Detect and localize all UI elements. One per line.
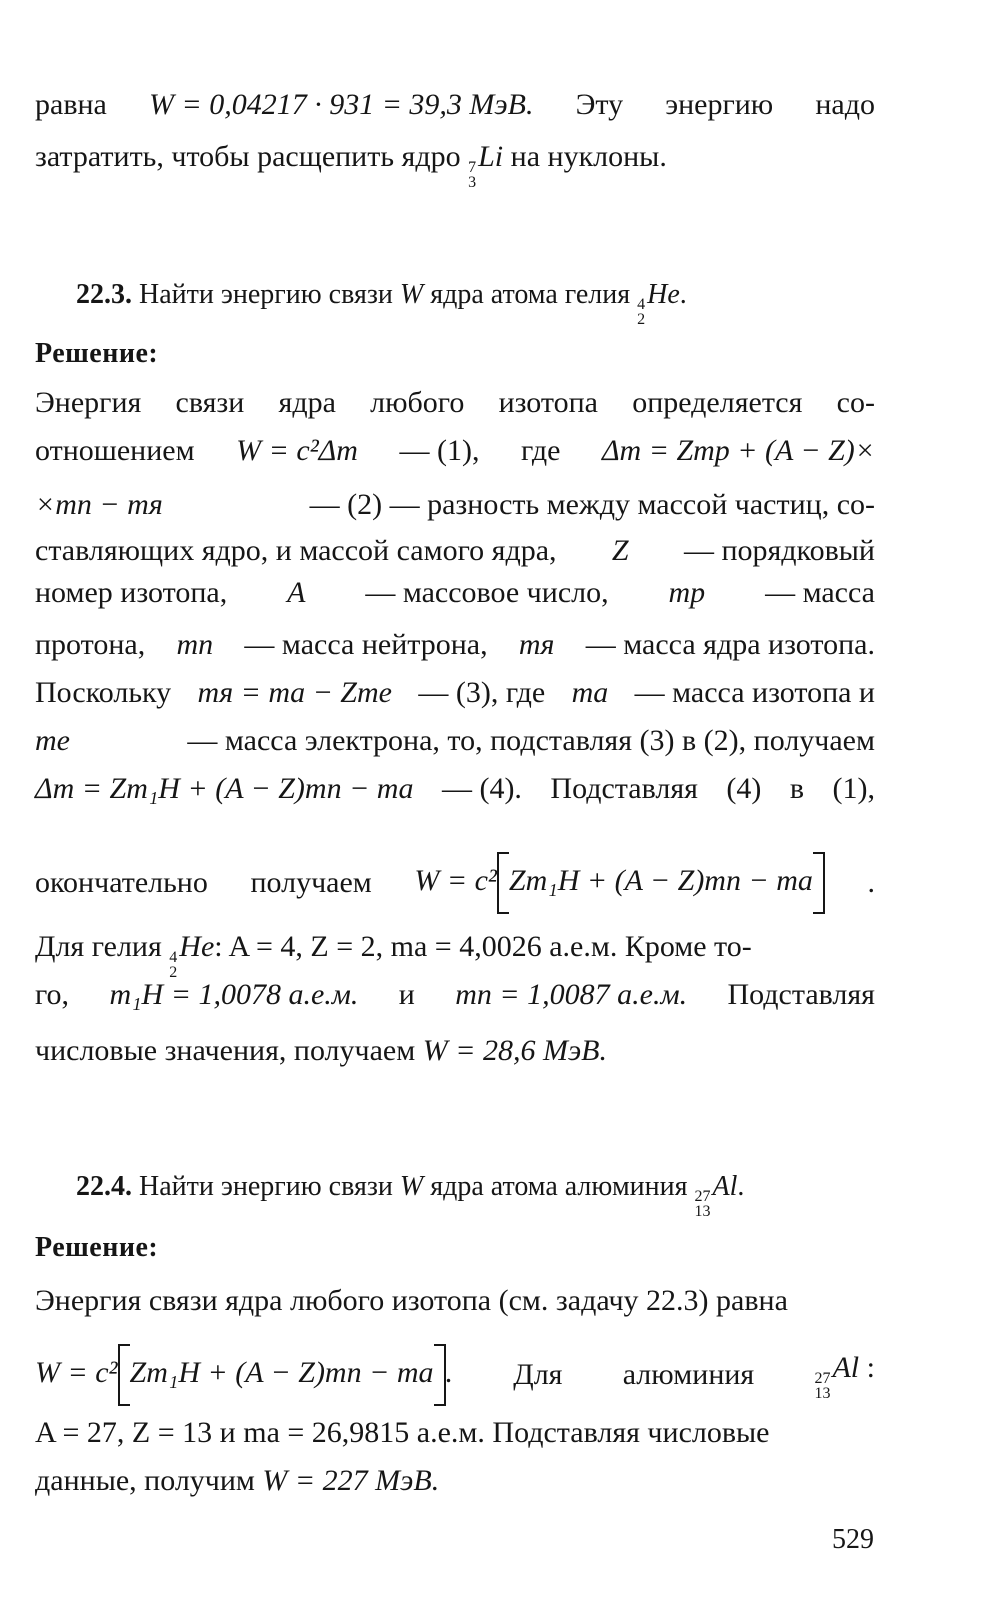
text: получаем (250, 866, 372, 899)
solution-line-2: W = c² Zm₁H + (A − Z)mn − ma . Для алюминия 27 13 Al : (35, 1344, 875, 1406)
text: данные, получим (35, 1464, 255, 1497)
nuclide-index: 7 3 (468, 159, 477, 191)
text: (1), (832, 772, 875, 805)
symbol: W (399, 1171, 424, 1202)
symbol: mя (518, 628, 555, 661)
element-symbol: Al (832, 1351, 860, 1384)
text: го, (35, 978, 70, 1011)
result-formula: W = 227 МэВ. (262, 1464, 440, 1497)
solution-line-3 (35, 486, 875, 524)
word: определяется (632, 386, 803, 419)
symbol: Z (611, 534, 629, 567)
formula-energy: W = 0,04217 · 931 = 39,3 МэВ. (148, 88, 534, 121)
nuclide-index: 4 2 (169, 949, 178, 981)
text: на нуклоны. (510, 140, 667, 173)
solution-line-13 (35, 1032, 875, 1070)
formula-1: W = c²Δm (236, 434, 358, 467)
text: (4) (726, 772, 762, 805)
continuation-line-1 (35, 86, 875, 124)
problem-22-3-title: 22.3. Найти энергию связи W ядра атома гелия 4 2 He. (76, 279, 687, 328)
element-symbol: He (179, 930, 215, 963)
text: алюминия (622, 1358, 755, 1391)
solution-heading: Решение: (35, 1232, 159, 1263)
solution-line-9 (35, 770, 875, 808)
text: равна (35, 88, 107, 121)
symbol: A (287, 576, 306, 609)
text: отношением (35, 434, 195, 467)
element-symbol: He (647, 279, 680, 310)
text: числовые значения, получаем (35, 1034, 416, 1067)
solution-line-1 (35, 384, 875, 422)
text: — масса изотопа и (634, 676, 875, 709)
solution-line-4 (35, 1462, 875, 1500)
right-bracket (434, 1344, 446, 1406)
text: — (4). (441, 772, 522, 805)
text: — масса электрона, то, подставляя (3) в (2), получаем (187, 724, 875, 757)
solution-line-6 (35, 626, 875, 664)
nuclide-index: 27 13 (694, 1188, 711, 1220)
solution-line-2 (35, 432, 875, 470)
solution-line-5 (35, 574, 875, 612)
text: — порядковый (683, 534, 875, 567)
word: ядра (278, 386, 336, 419)
solution-line-10 (35, 852, 875, 914)
formula-delta-m: Δm = Zmp + (A − Z)× (601, 434, 875, 467)
symbol: me (35, 724, 70, 757)
final-formula: W = c² Zm₁H + (A − Z)mn − ma (414, 852, 825, 914)
text: надо (815, 88, 875, 121)
left-bracket (497, 852, 509, 914)
text: номер изотопа, (35, 576, 228, 609)
element-symbol: Al (712, 1171, 738, 1202)
formula-2: ×mn − mя (35, 488, 163, 521)
word: со- (836, 386, 875, 419)
text: : A = 4, Z = 2, ma = 4,0026 а.е.м. Кроме то- (214, 930, 752, 963)
solution-line-7 (35, 674, 875, 712)
formula-3: mя = ma − Zme (197, 676, 392, 709)
symbol: W (399, 279, 424, 310)
text: — (1), (399, 434, 480, 467)
problem-number: 22.4. (76, 1171, 132, 1202)
text: . (867, 866, 875, 899)
continuation-line-2 (35, 138, 875, 190)
nuclide-index: 27 13 (814, 1370, 831, 1402)
text: ядра атома гелия (430, 279, 631, 310)
text: Для гелия (35, 930, 162, 963)
text: окончательно (35, 866, 208, 899)
formula-4: Δm = Zm₁H + (A − Z)mn − ma (35, 772, 414, 805)
word: изотопа (498, 386, 598, 419)
text: — (3), где (418, 676, 546, 709)
text: Эту (575, 88, 624, 121)
text: Поскольку (35, 676, 172, 709)
result-formula: W = 28,6 МэВ. (422, 1034, 608, 1067)
word: Энергия (35, 386, 142, 419)
text: — масса (765, 576, 875, 609)
text: и (398, 978, 415, 1011)
text: протона, (35, 628, 146, 661)
symbol: mn (176, 628, 214, 661)
nuclide-index: 4 2 (637, 296, 646, 328)
text: затратить, чтобы расщепить ядро (35, 140, 461, 173)
problem-number: 22.3. (76, 279, 132, 310)
formula-hydrogen-mass: m₁H = 1,0078 а.е.м. (109, 978, 359, 1011)
solution-line-1: Энергия связи ядра любого изотопа (см. задачу 22.3) равна (35, 1284, 788, 1317)
word: связи (175, 386, 245, 419)
text: ставляющих ядро, и массой самого ядра, (35, 534, 557, 567)
text: Найти энергию связи (139, 1171, 393, 1202)
right-bracket (813, 852, 825, 914)
solution-line-8 (35, 722, 875, 760)
text: энергию (665, 88, 774, 121)
formula-neutron-mass: mn = 1,0087 а.е.м. (455, 978, 688, 1011)
text: ядра атома алюминия (430, 1171, 688, 1202)
text: — масса нейтрона, (244, 628, 488, 661)
text: Подставляя (550, 772, 698, 805)
left-bracket (118, 1344, 130, 1406)
problem-22-4-title: 22.4. Найти энергию связи W ядра атома алюминия 27 13 Al. (76, 1171, 745, 1220)
symbol: mp (668, 576, 706, 609)
text: — массовое число, (365, 576, 609, 609)
solution-line-4 (35, 532, 875, 570)
element-symbol: Li (478, 140, 504, 173)
text: в (789, 772, 805, 805)
word: любого (370, 386, 465, 419)
text: — масса ядра изотопа. (585, 628, 875, 661)
solution-heading: Решение: (35, 338, 159, 369)
solution-line-3: A = 27, Z = 13 и ma = 26,9815 а.е.м. Подставляя числовые (35, 1416, 770, 1449)
text: Для (513, 1358, 563, 1391)
text: где (521, 434, 561, 467)
formula-binding-energy: W = c² Zm₁H + (A − Z)mn − ma . (35, 1344, 453, 1406)
symbol: ma (571, 676, 609, 709)
solution-line-12 (35, 976, 875, 1014)
text: Найти энергию связи (139, 279, 393, 310)
solution-line-11 (35, 928, 875, 980)
text: — (2) — разность между массой частиц, со- (309, 488, 875, 521)
page-number: 529 (832, 1524, 874, 1555)
text: Подставляя (727, 978, 875, 1011)
